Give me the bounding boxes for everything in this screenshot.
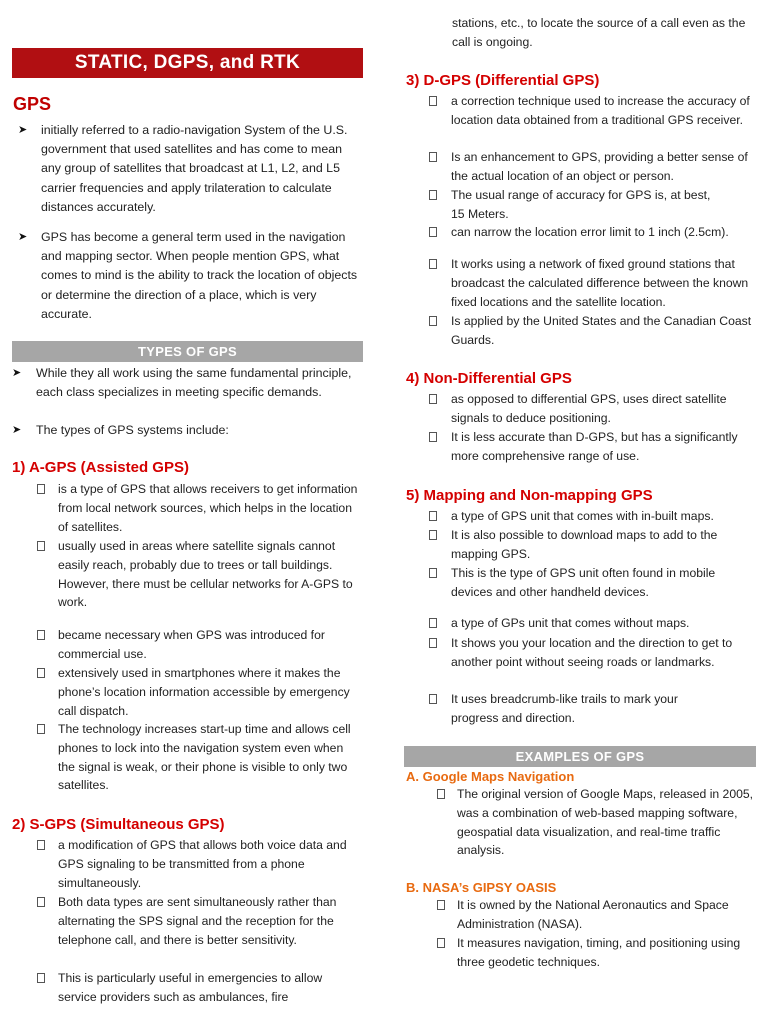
checkbox-bullet-icon [437,900,445,910]
checkbox-bullet-icon [37,724,45,734]
checkbox-bullet-icon [429,394,437,404]
checkbox-bullet-icon [429,638,437,648]
checkbox-bullet-icon [37,668,45,678]
checkbox-bullet-icon [37,973,45,983]
agps-item: usually used in areas where satellite signals cannot easily reach, probably due to trees or tall buildings. However, there must be cellular networks for A-GPS to work. [37,537,361,612]
mapping-item: It is also possible to download maps to add to the mapping GPS. [429,526,759,564]
agps-item: The technology increases start-up time and allows cell phones to lock into the navigation system even when the signal is weak, or their phone is visible to only two satellites. [37,720,361,795]
checkbox-bullet-icon [429,694,437,704]
gps-heading: GPS [13,94,52,114]
page-title: STATIC, DGPS, and RTK [12,48,363,78]
dgps-item: It works using a network of fixed ground stations that broadcast the calculated difference between the known fixed locations and the satellite location. [429,255,759,311]
arrow-bullet-icon: ➤ [18,231,28,243]
example-a-heading: A. Google Maps Navigation [406,769,575,784]
mapping-item: a type of GPS unit that comes with in-built maps. [429,507,759,526]
arrow-bullet-icon: ➤ [12,367,22,379]
checkbox-bullet-icon [437,938,445,948]
nondiff-item: as opposed to differential GPS, uses direct satellite signals to deduce positioning. [429,390,759,428]
sgps-item: This is particularly useful in emergencies to allow service providers such as ambulances, fire [37,969,361,1007]
agps-item: became necessary when GPS was introduced for commercial use. [37,626,361,664]
checkbox-bullet-icon [429,568,437,578]
checkbox-bullet-icon [429,511,437,521]
types-of-gps-bar: TYPES OF GPS [12,341,363,362]
checkbox-bullet-icon [429,618,437,628]
types-intro-item: ➤ The types of GPS systems include: [12,421,352,440]
mapping-item: It shows you your location and the direction to get to another point without seeing roads or landmarks. [429,634,759,672]
mapping-item: a type of GPs unit that comes without maps. [429,614,759,633]
sgps-item: Both data types are sent simultaneously rather than alternating the SPS signal and the reception for the telephone call, and there is better sensitivity. [37,893,361,949]
checkbox-bullet-icon [37,630,45,640]
checkbox-bullet-icon [429,259,437,269]
sgps-item: a modification of GPS that allows both voice data and GPS signaling to be transmitted from a phone simultaneously. [37,836,361,892]
checkbox-bullet-icon [429,227,437,237]
dgps-heading: 3) D-GPS (Differential GPS) [406,72,600,89]
dgps-item: Is applied by the United States and the Canadian Coast Guards. [429,312,759,350]
checkbox-bullet-icon [429,152,437,162]
examples-of-gps-bar: EXAMPLES OF GPS [404,746,756,767]
example-b-item: It measures navigation, timing, and positioning using three geodetic techniques. [437,934,757,972]
types-intro-item: ➤ While they all work using the same fundamental principle, each class specializes in meeting specific demands. [12,366,352,400]
checkbox-bullet-icon [37,541,45,551]
mapping-item: It uses breadcrumb-like trails to mark your progress and direction. [429,690,759,728]
gps-intro-item: ➤ initially referred to a radio-navigation System of the U.S. government that used satellites and has come to mean any group of satellites that broadcast at L1, L2, and L5 carrier frequencies and apply trilateration to calculate distances accurately. [18,123,348,214]
checkbox-bullet-icon [437,789,445,799]
agps-item: is a type of GPS that allows receivers to get information from local network sources, which helps in the location of satellites. [37,480,361,536]
dgps-item: Is an enhancement to GPS, providing a better sense of the actual location of an object or person. [429,148,759,186]
continuation-text: stations, etc., to locate the source of a call even as the call is ongoing. [452,16,746,49]
sgps-heading: 2) S-GPS (Simultaneous GPS) [12,816,225,833]
arrow-bullet-icon: ➤ [18,124,28,136]
agps-heading: 1) A-GPS (Assisted GPS) [12,459,189,476]
checkbox-bullet-icon [37,897,45,907]
agps-item: extensively used in smartphones where it makes the phone’s location information accessible by emergency call dispatch. [37,664,361,720]
example-b-heading: B. NASA’s GIPSY OASIS [406,880,557,895]
dgps-item: can narrow the location error limit to 1 inch (2.5cm). [429,223,759,242]
checkbox-bullet-icon [37,840,45,850]
checkbox-bullet-icon [429,530,437,540]
arrow-bullet-icon: ➤ [12,424,22,436]
nondiff-item: It is less accurate than D-GPS, but has a significantly more comprehensive range of use. [429,428,759,466]
example-a-item: The original version of Google Maps, released in 2005, was a combination of web-based mapping software, geospatial data visualization, and real-time traffic analysis. [437,785,757,860]
checkbox-bullet-icon [37,484,45,494]
checkbox-bullet-icon [429,190,437,200]
dgps-item: a correction technique used to increase the accuracy of location data obtained from a traditional GPS receiver. [429,92,759,130]
gps-intro-item: ➤ GPS has become a general term used in the navigation and mapping sector. When people mention GPS, what comes to mind is the ability to track the location of objects or determine the direction of a place, which is very accurate. [18,230,358,321]
dgps-item: The usual range of accuracy for GPS is, at best, 15 Meters. [429,186,759,224]
checkbox-bullet-icon [429,316,437,326]
mapping-heading: 5) Mapping and Non-mapping GPS [406,487,653,504]
nondiff-heading: 4) Non-Differential GPS [406,370,572,387]
mapping-item: This is the type of GPS unit often found in mobile devices and other handheld devices. [429,564,759,602]
checkbox-bullet-icon [429,432,437,442]
example-b-item: It is owned by the National Aeronautics and Space Administration (NASA). [437,896,757,934]
checkbox-bullet-icon [429,96,437,106]
